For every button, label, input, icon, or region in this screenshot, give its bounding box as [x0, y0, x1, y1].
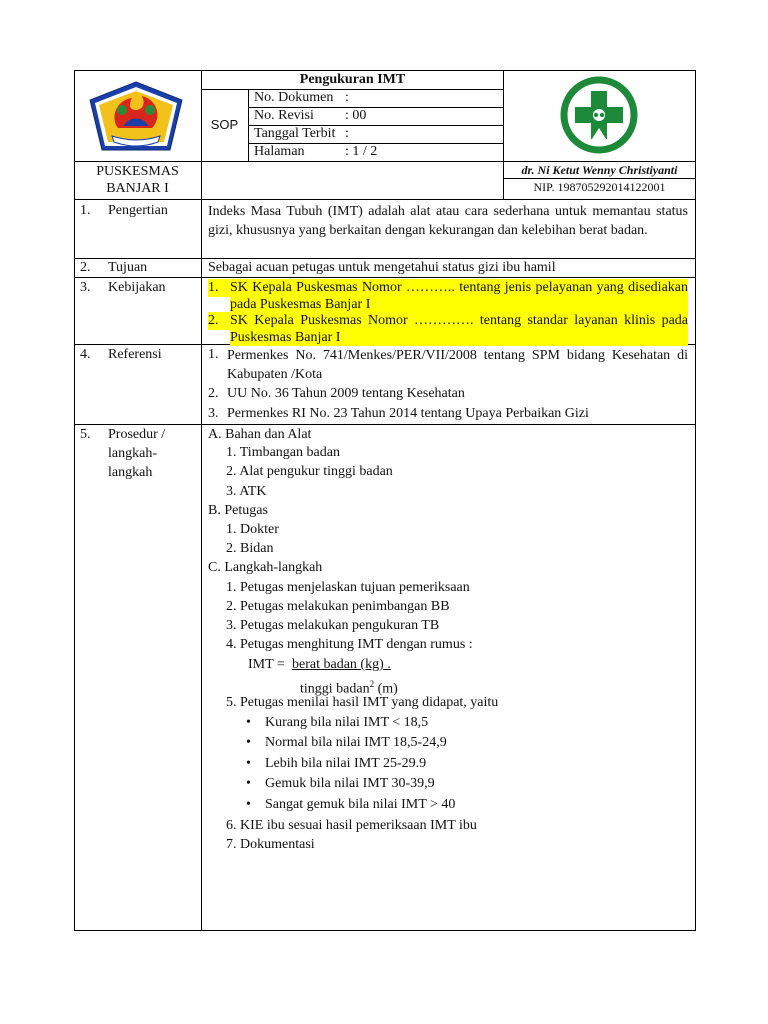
step-1: 1. Petugas menjelaskan tujuan pemeriksaan	[226, 580, 470, 595]
referensi-item-1-text: Permenkes No. 741/Menkes/PER/VII/2008 tentang SPM bidang Kesehatan di Kabupaten /Kota	[227, 348, 688, 382]
row-line-tujuan	[74, 277, 696, 278]
section-b-heading: B. Petugas	[208, 503, 268, 518]
meta-value-dokumen: :	[345, 90, 349, 105]
referensi-item-3-number: 3.	[208, 406, 219, 421]
bullet-icon: •	[246, 797, 251, 812]
row-label-referensi: Referensi	[108, 347, 162, 362]
meta-value-tanggal: :	[345, 126, 349, 141]
signatory-name: dr. Ni Ketut Wenny Christiyanti	[521, 163, 678, 177]
row-label-prosedur-line3: langkah	[108, 465, 153, 480]
step-2: 2. Petugas melakukan penimbangan BB	[226, 599, 450, 614]
row-number-4: 4.	[80, 347, 91, 362]
puskesmas-name-line1: PUSKESMAS	[96, 164, 179, 179]
puskesmas-crest-logo	[88, 80, 184, 152]
section-a-item-1: 1. Timbangan badan	[226, 445, 340, 460]
meta-value-revisi: : 00	[345, 108, 367, 123]
bullet-icon: •	[246, 756, 251, 771]
formula-denominator-base: tinggi badan	[300, 681, 370, 697]
tujuan-text: Sebagai acuan petugas untuk mengetahui status gizi ibu hamil	[208, 260, 556, 275]
step-5: 5. Petugas menilai hasil IMT yang didapat, yaitu	[226, 695, 499, 710]
category-item-1: Kurang bila nilai IMT < 18,5	[265, 715, 429, 730]
referensi-item-2-number: 2.	[208, 386, 219, 401]
row-number-1: 1.	[80, 203, 91, 218]
category-item-4: Gemuk bila nilai IMT 30-39,9	[265, 776, 435, 791]
row-label-pengertian: Pengertian	[108, 203, 168, 218]
formula-numerator: berat badan (kg) .	[292, 657, 391, 672]
document-title: Pengukuran IMT	[299, 72, 406, 87]
section-a-item-3: 3. ATK	[226, 484, 267, 499]
table-border-bottom	[74, 930, 696, 931]
section-c-heading: C. Langkah-langkah	[208, 560, 323, 575]
referensi-item-3-text: Permenkes RI No. 23 Tahun 2014 tentang Upaya Perbaikan Gizi	[227, 406, 589, 421]
category-item-3: Lebih bila nilai IMT 25-29.9	[265, 756, 427, 771]
row-label-kebijakan: Kebijakan	[108, 280, 166, 295]
row-label-prosedur-line1: Prosedur /	[108, 427, 166, 442]
row-number-3: 3.	[80, 280, 91, 295]
kebijakan-item-2-text: SK Kepala Puskesmas Nomor …………. tentang standar layanan klinis pada Puskesmas Banjar I	[230, 313, 688, 345]
bullet-icon: •	[246, 776, 251, 791]
step-7: 7. Dokumentasi	[226, 837, 315, 852]
section-a-heading: A. Bahan dan Alat	[208, 427, 312, 442]
step-6: 6. KIE ibu sesuai hasil pemeriksaan IMT ibu	[226, 818, 477, 833]
section-b-item-2: 2. Bidan	[226, 541, 274, 556]
category-item-2: Normal bila nilai IMT 18,5-24,9	[265, 735, 447, 750]
kebijakan-item-2-number: 2.	[208, 312, 230, 330]
referensi-item-1-number: 1.	[208, 347, 219, 362]
meta-label-revisi: No. Revisi	[254, 108, 314, 123]
row-line-referensi	[74, 424, 696, 425]
formula-exponent: 2	[369, 679, 375, 689]
formula-unit: (m)	[374, 681, 398, 697]
row-label-prosedur-line2: langkah-	[108, 446, 157, 461]
bullet-icon: •	[246, 735, 251, 750]
kebijakan-item-1-text: SK Kepala Puskesmas Nomor ……….. tentang jenis pelayanan yang disediakan pada Puskesmas Banjar I	[230, 280, 688, 312]
step-3: 3. Petugas melakukan pengukuran TB	[226, 618, 440, 633]
puskesmas-name-line2: BANJAR I	[106, 181, 169, 196]
row-number-2: 2.	[80, 260, 91, 275]
bullet-icon: •	[246, 715, 251, 730]
signatory-nip: NIP. 198705292014122001	[533, 180, 666, 194]
step-4: 4. Petugas menghitung IMT dengan rumus :	[226, 637, 473, 652]
row-number-5: 5.	[80, 427, 91, 442]
meta-label-halaman: Halaman	[254, 144, 305, 159]
row-line-title	[201, 89, 504, 90]
row-line-header-end	[74, 199, 696, 200]
referensi-item-2-text: UU No. 36 Tahun 2009 tentang Kesehatan	[227, 386, 465, 401]
kebijakan-item-1-number: 1.	[208, 279, 230, 297]
section-a-item-2: 2. Alat pengukur tinggi badan	[226, 464, 393, 479]
section-b-item-1: 1. Dokter	[226, 522, 279, 537]
formula-lhs: IMT =	[248, 657, 285, 672]
category-item-5: Sangat gemuk bila nilai IMT > 40	[265, 797, 456, 812]
row-label-tujuan: Tujuan	[108, 260, 148, 275]
sop-label: SOP	[210, 117, 239, 132]
meta-value-halaman: : 1 / 2	[345, 144, 378, 159]
meta-label-tanggal: Tanggal Terbit	[254, 126, 336, 141]
puskesmas-cross-logo	[560, 76, 638, 154]
meta-label-dokumen: No. Dokumen	[254, 90, 334, 105]
pengertian-text: Indeks Masa Tubuh (IMT) adalah alat atau cara sederhana untuk memantau status gizi, khususnya yang berkaitan dengan kekurangan dan kelebihan berat badan.	[208, 204, 688, 238]
